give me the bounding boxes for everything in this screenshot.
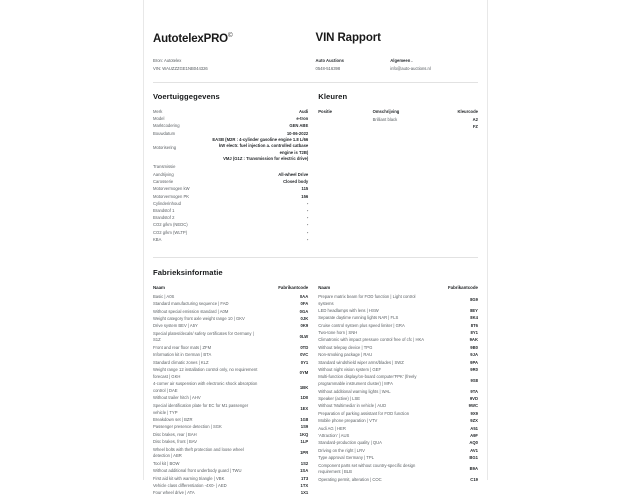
option-name: Standard windshield wiper arms/blades | SWZ [318, 359, 404, 365]
list-item [318, 322, 478, 329]
option-name: Special plates/decals/ safety certificates for Germany | S1Z [153, 330, 254, 343]
color-position [318, 123, 372, 131]
list-item [318, 396, 478, 403]
general-label: Algemeen . [390, 58, 413, 64]
option-code: 9S8 [470, 377, 478, 383]
list-item [318, 359, 478, 366]
colors-header-code: Kleurcode [457, 109, 478, 115]
option-code: 0FA [300, 301, 309, 307]
brand-title-text: AutotelexPRO [153, 32, 228, 45]
colors-header-position: Positie [318, 109, 332, 115]
color-description [373, 123, 437, 131]
row-value: Audi [298, 109, 309, 115]
option-name: Breakdown set | BZR [153, 417, 193, 422]
table-row [153, 207, 308, 214]
option-code: 9TA [470, 388, 478, 394]
option-code: 1D0 [300, 395, 309, 401]
option-name: Without trailer hitch | AHV [153, 395, 201, 401]
report-title: VIN Rapport [315, 32, 381, 44]
option-code: 1BK [299, 384, 309, 390]
factory-header-name: Naam [318, 285, 331, 291]
general-email: info@auto-auctions.nl [390, 65, 431, 71]
list-item [153, 439, 308, 446]
option-code: 1EX [300, 406, 309, 412]
list-item [153, 460, 308, 467]
list-item [153, 345, 308, 352]
row-label: Carosserie [153, 179, 174, 185]
option-code: 1LP [300, 439, 309, 445]
list-item [153, 403, 308, 417]
list-item [318, 476, 478, 483]
option-code: AV1 [470, 447, 478, 453]
list-item [153, 446, 308, 460]
document-page [143, 0, 488, 496]
table-row [153, 221, 308, 228]
brand-block [153, 33, 316, 45]
row-value: 10-06-2022 [286, 130, 309, 136]
list-item [153, 359, 308, 366]
option-code: 9JA [470, 352, 478, 358]
row-value: 115 [301, 186, 309, 192]
list-item [153, 381, 308, 395]
option-name: Driving on the right | LRV [318, 447, 365, 453]
option-name: Standard manufacturing sequence | FAD [153, 301, 229, 307]
row-value: - [306, 200, 309, 206]
option-name: Special identification plate for EC for M1 passenger vehicle | TYP [153, 402, 249, 415]
list-item [318, 308, 478, 315]
vehicle-section-title: Voertuiggegevens [153, 92, 220, 102]
color-description: Brilliant black [372, 116, 398, 122]
factory-header-name: Naam [153, 285, 165, 291]
factory-columns [153, 284, 478, 497]
option-code: 9AK [469, 337, 478, 343]
row-label: Brandstof 1 [153, 207, 175, 213]
option-name: Separate daytime running lights NAR | FLS [318, 315, 399, 321]
option-code: B9A [469, 465, 478, 471]
option-name: Without telepay device | TPG [318, 344, 373, 350]
colors-block [312, 83, 478, 131]
option-code: 0Y1 [300, 359, 309, 365]
colors-header-description: Omschrijving [372, 109, 400, 115]
option-code: C19 [470, 476, 478, 482]
option-name: Cruise control system plus speed limiter | GRA [318, 322, 405, 328]
factory-info-section [153, 268, 478, 497]
option-name: First aid kit with warning triangle | VBK [153, 475, 225, 481]
list-item [318, 440, 478, 447]
list-item [153, 395, 308, 402]
option-code: 9ZX [470, 418, 478, 424]
row-value: - [306, 222, 309, 228]
option-name: Drive system BEV | A5Y [153, 323, 198, 329]
table-row [153, 108, 308, 115]
list-item [153, 431, 308, 438]
auction-name: Auto Auctions [315, 58, 344, 64]
option-code: AQ0 [469, 440, 478, 446]
row-label: Bouwdatum [153, 130, 176, 136]
option-code: 0K9 [300, 323, 309, 329]
option-code: 8G9 [470, 297, 478, 303]
factory-table-header [318, 284, 478, 292]
list-item [318, 367, 478, 374]
row-label: Marktcodering [153, 123, 180, 129]
option-code: 1X1 [300, 490, 309, 496]
row-label: Merk [153, 109, 163, 115]
option-name: Wheel bolts with theft protection and loose wheel detection | ABR [153, 446, 244, 459]
general-contact [390, 57, 478, 72]
option-name: Disc brakes, front | BAV [153, 439, 198, 445]
table-row [318, 116, 478, 124]
row-value: - [306, 215, 309, 221]
list-item [153, 417, 308, 424]
row-value: e-tron [296, 116, 309, 122]
auction-phone: 0548-516398 [315, 65, 341, 71]
option-code: 9PA [470, 359, 478, 365]
option-name: Without night vision system | GEF [318, 367, 382, 373]
list-item [318, 374, 478, 388]
list-item [153, 293, 308, 300]
option-name: Type approval Germany | TPL [318, 455, 374, 461]
option-name: Audi AG | HER [318, 425, 346, 431]
option-code: 1SA [300, 468, 309, 474]
list-item [318, 455, 478, 462]
list-item [318, 403, 478, 410]
factory-section-title: Fabrieksinformatie [153, 268, 223, 278]
list-item [318, 388, 478, 395]
table-row [318, 123, 478, 131]
option-name: Tool kit | BOW [153, 460, 180, 466]
option-code: 9R0 [470, 367, 478, 373]
vehicle-colors-section [153, 83, 478, 243]
list-item [318, 345, 478, 352]
option-name: Standard-production quality | QUA [318, 440, 382, 446]
list-item [318, 330, 478, 337]
option-name: Without additional front underbody guard | TWU [153, 468, 242, 474]
source-meta [153, 57, 316, 72]
row-value: VMJ (G1Z : Transmission for electric drive) [223, 156, 309, 162]
option-name: Weight range 12 installation control only, no requirement forecast | GKH [153, 367, 258, 379]
factory-header-code: Fabrikantcode [447, 285, 478, 291]
option-name: Climatronic with impact pressure control free of cfc | HKA [318, 337, 425, 343]
table-row [153, 185, 308, 192]
report-header [153, 0, 478, 45]
option-name: Without additional warning lights | WAL [318, 388, 391, 394]
option-name: Weight category front axle weight range 10 | GKV [153, 315, 245, 321]
list-item [153, 308, 308, 315]
table-row [153, 236, 308, 243]
table-row [153, 178, 308, 185]
option-name: Passenger presence detection | SGK [153, 424, 222, 430]
option-code: 1KQ [299, 431, 309, 437]
factory-header-code: Fabrikantcode [278, 285, 309, 291]
list-item [318, 352, 478, 359]
option-code: 0VC [300, 352, 309, 358]
table-row [153, 130, 308, 137]
option-code: 0GA [299, 308, 309, 314]
factory-list-right [318, 293, 478, 483]
table-row [153, 229, 308, 236]
row-label: Motorisering [153, 144, 177, 150]
contact-meta [316, 57, 479, 72]
list-item [318, 293, 478, 307]
list-item [318, 433, 478, 440]
option-name: Basic | A0S [153, 293, 175, 299]
table-row [153, 193, 308, 200]
option-name: Prepare matrix beam for FOD function | Light control systems [318, 293, 416, 306]
option-name: Multi-function display/on-board computer'FPK' (freely programmable instrument cluster) | MFA [318, 374, 417, 387]
option-code: 1T3 [301, 475, 309, 481]
colors-section-title: Kleuren [318, 92, 348, 102]
row-label: Motorvermogen kW [153, 186, 190, 192]
option-code: 1PR [300, 449, 309, 455]
row-label: CO2 g/km (WLTP) [153, 229, 188, 235]
color-code: FZ [472, 124, 478, 130]
option-code: 1S9 [300, 424, 309, 430]
row-label: CO2 g/km (NEDC) [153, 222, 188, 228]
option-code: 8T6 [470, 322, 478, 328]
option-name: 4-corner air suspension with electronic shock absorption control | DAE [153, 381, 258, 394]
factory-table-header [153, 284, 308, 292]
option-code: 9X9 [470, 410, 478, 416]
row-value: GEN ABE [289, 123, 309, 129]
row-label: Cylinderinhoud [153, 200, 181, 206]
list-item [318, 411, 478, 418]
row-value: 156 [301, 193, 309, 199]
list-item [153, 475, 308, 482]
auction-contact [316, 57, 391, 72]
option-code: 0TD [300, 344, 309, 350]
option-code: A51 [470, 425, 478, 431]
option-name: Four wheel drive | ATA [153, 490, 195, 496]
option-code: 9B0 [470, 344, 478, 350]
vehicle-data-list [153, 108, 308, 243]
row-label: Transmissie [153, 164, 176, 170]
option-code: 0AA [299, 293, 309, 299]
table-row [153, 200, 308, 207]
row-label: Model [153, 116, 165, 122]
list-item [318, 418, 478, 425]
option-code: 8EY [470, 307, 478, 313]
table-row [153, 214, 308, 221]
factory-column-right [312, 284, 478, 484]
table-row [153, 171, 308, 178]
row-label: Aandrijving [153, 171, 174, 177]
option-code: 1TX [300, 482, 309, 488]
option-code: 1S2 [300, 460, 309, 466]
option-name: Two-tone horn | SNH [318, 330, 358, 336]
list-item [318, 462, 478, 476]
option-code: 8K4 [470, 315, 478, 321]
list-item [153, 424, 308, 431]
option-name: Vehicle class differentiation -4X0- | AED [153, 482, 227, 488]
row-value: EASB (M2R : 4-cylinder gasoline engine 1.8 L/66 kW electr. fuel injection a. controlled catbase engine is T2B) [212, 136, 309, 155]
option-name: 'Attraction' | AUS [318, 432, 350, 438]
report-title-block [316, 33, 479, 45]
row-label: KBA [153, 236, 162, 242]
option-code: BG1 [469, 455, 478, 461]
list-item [153, 468, 308, 475]
row-label: Brandstof 2 [153, 215, 175, 221]
row-label: Motorvermogen PK [153, 193, 190, 199]
list-item [153, 490, 308, 497]
color-position [318, 116, 372, 124]
color-code: A2 [472, 116, 478, 122]
table-row [153, 115, 308, 122]
option-code: 0JK [300, 315, 309, 321]
option-code: 8Y1 [470, 330, 478, 336]
source-label: Bron: Autotelex [153, 58, 182, 64]
option-name: Component parts set without country-specific design requirement | BLB [318, 462, 416, 475]
row-value: All-wheel Drive [278, 171, 309, 177]
list-item [318, 337, 478, 344]
list-item [153, 316, 308, 323]
option-name: Preparation of parking assistant for FOD function [318, 410, 410, 416]
section-divider [153, 257, 478, 258]
option-name: Front and rear floor mats | ZFM [153, 344, 212, 350]
row-value: - [306, 229, 309, 235]
option-name: Non-smoking package | RAU [318, 352, 373, 358]
table-row [153, 137, 308, 157]
vin-label: VIN: WAUZZZGE1NB044326 [153, 65, 208, 71]
row-value: - [306, 207, 309, 213]
option-name: Operating permit, alteration | COC [318, 476, 382, 482]
header-meta [153, 57, 478, 72]
option-name: Disc brakes, rear | BAH [153, 431, 197, 437]
option-code: 0LW [299, 334, 309, 340]
row-value: Closed body [283, 179, 309, 185]
option-name: LED headlamps with lens | HSW [318, 307, 379, 313]
option-code: 9WC [468, 403, 478, 409]
option-code: 0YM [299, 370, 309, 376]
option-name: Information kit in German | BTA [153, 352, 212, 358]
option-name: Without special emission standard | A0M [153, 308, 229, 314]
list-item [318, 425, 478, 432]
list-item [318, 315, 478, 322]
list-item [318, 447, 478, 454]
table-row [153, 156, 308, 171]
row-value: - [306, 236, 309, 242]
option-code: A9F [470, 432, 478, 438]
option-code: 9VD [469, 396, 478, 402]
list-item [153, 323, 308, 330]
list-item [153, 352, 308, 359]
list-item [153, 367, 308, 381]
brand-title [153, 33, 316, 45]
option-name: Mobile phone preparation | VTV [318, 418, 378, 424]
colors-table-header [318, 108, 478, 116]
option-name: Without 'Multimedia' in vehicle | AUD [318, 403, 387, 409]
list-item [153, 330, 308, 344]
option-name: Standard climatic zones | KLZ [153, 359, 209, 365]
vehicle-data-block [153, 83, 312, 243]
list-item [153, 301, 308, 308]
factory-list-left [153, 293, 308, 497]
option-code: 1G8 [300, 417, 309, 422]
copyright-icon: © [227, 32, 233, 39]
table-row [153, 122, 308, 129]
list-item [153, 483, 308, 490]
factory-column-left [153, 284, 312, 497]
option-name: Speaker (active) | LSE [318, 396, 361, 402]
